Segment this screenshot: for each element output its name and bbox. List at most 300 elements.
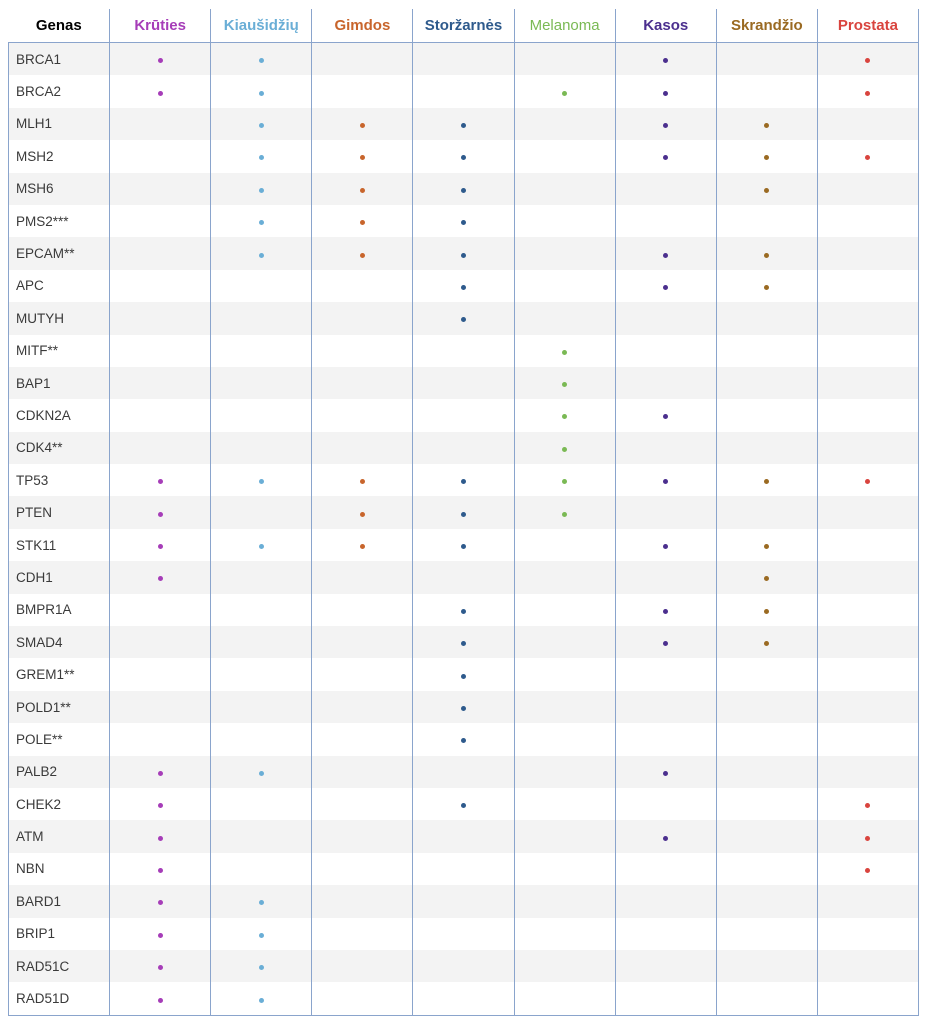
association-cell xyxy=(211,108,312,140)
association-cell xyxy=(211,496,312,528)
association-cell xyxy=(615,691,716,723)
association-cell xyxy=(413,173,514,205)
cancer-column-header: Storžarnės xyxy=(413,9,514,43)
association-dot-icon xyxy=(865,155,870,160)
association-dot-icon xyxy=(663,91,668,96)
association-dot-icon xyxy=(158,479,163,484)
association-cell xyxy=(413,885,514,917)
association-cell xyxy=(716,302,817,334)
association-dot-icon xyxy=(764,544,769,549)
gene-name-cell: PMS2*** xyxy=(9,205,110,237)
association-dot-icon xyxy=(663,836,668,841)
association-cell xyxy=(211,658,312,690)
association-dot-icon xyxy=(663,253,668,258)
gene-name-cell: RAD51D xyxy=(9,982,110,1015)
association-dot-icon xyxy=(259,900,264,905)
association-cell xyxy=(817,432,918,464)
association-cell xyxy=(817,788,918,820)
table-row xyxy=(9,108,919,140)
association-cell xyxy=(615,270,716,302)
association-cell xyxy=(716,529,817,561)
association-cell xyxy=(211,173,312,205)
association-dot-icon xyxy=(259,188,264,193)
association-cell xyxy=(110,756,211,788)
association-cell xyxy=(312,367,413,399)
association-cell xyxy=(312,335,413,367)
association-cell xyxy=(716,982,817,1015)
table-row xyxy=(9,335,919,367)
association-cell xyxy=(615,399,716,431)
association-cell xyxy=(716,820,817,852)
association-cell xyxy=(110,853,211,885)
association-dot-icon xyxy=(360,544,365,549)
table-row xyxy=(9,853,919,885)
association-cell xyxy=(312,43,413,76)
association-cell xyxy=(211,723,312,755)
association-cell xyxy=(615,205,716,237)
association-dot-icon xyxy=(360,512,365,517)
association-cell xyxy=(817,205,918,237)
gene-name-cell: CDKN2A xyxy=(9,399,110,431)
association-cell xyxy=(716,691,817,723)
table-row xyxy=(9,950,919,982)
association-cell xyxy=(312,691,413,723)
association-cell xyxy=(110,335,211,367)
association-dot-icon xyxy=(158,771,163,776)
association-dot-icon xyxy=(461,479,466,484)
association-dot-icon xyxy=(663,544,668,549)
association-dot-icon xyxy=(663,285,668,290)
association-cell xyxy=(211,885,312,917)
gene-name-cell: MSH6 xyxy=(9,173,110,205)
cancer-column-header: Kiaušidžių xyxy=(211,9,312,43)
association-cell xyxy=(413,723,514,755)
association-dot-icon xyxy=(663,414,668,419)
association-cell xyxy=(211,75,312,107)
association-cell xyxy=(716,756,817,788)
association-cell xyxy=(211,853,312,885)
association-cell xyxy=(514,464,615,496)
association-cell xyxy=(312,75,413,107)
association-cell xyxy=(514,173,615,205)
association-cell xyxy=(716,367,817,399)
association-cell xyxy=(817,75,918,107)
association-cell xyxy=(514,820,615,852)
association-cell xyxy=(817,173,918,205)
association-cell xyxy=(312,529,413,561)
table-row xyxy=(9,464,919,496)
association-cell xyxy=(413,205,514,237)
association-dot-icon xyxy=(158,544,163,549)
association-cell xyxy=(312,820,413,852)
association-cell xyxy=(615,496,716,528)
association-cell xyxy=(615,853,716,885)
association-cell xyxy=(615,367,716,399)
gene-name-cell: GREM1** xyxy=(9,658,110,690)
gene-name-cell: POLD1** xyxy=(9,691,110,723)
association-cell xyxy=(514,367,615,399)
association-cell xyxy=(514,302,615,334)
gene-name-cell: RAD51C xyxy=(9,950,110,982)
association-cell xyxy=(211,302,312,334)
association-cell xyxy=(514,658,615,690)
association-cell xyxy=(211,399,312,431)
association-cell xyxy=(817,237,918,269)
association-cell xyxy=(110,626,211,658)
association-cell xyxy=(110,140,211,172)
association-cell xyxy=(413,561,514,593)
association-cell xyxy=(716,237,817,269)
cancer-column-header: Skrandžio xyxy=(716,9,817,43)
association-cell xyxy=(312,496,413,528)
association-dot-icon xyxy=(663,58,668,63)
association-cell xyxy=(413,756,514,788)
association-cell xyxy=(615,561,716,593)
association-cell xyxy=(413,820,514,852)
association-cell xyxy=(817,982,918,1015)
association-cell xyxy=(312,853,413,885)
association-cell xyxy=(514,205,615,237)
gene-name-cell: PALB2 xyxy=(9,756,110,788)
association-dot-icon xyxy=(158,512,163,517)
gene-name-cell: APC xyxy=(9,270,110,302)
gene-column-header: Genas xyxy=(9,9,110,43)
association-cell xyxy=(312,788,413,820)
association-cell xyxy=(615,529,716,561)
association-dot-icon xyxy=(461,220,466,225)
table-row xyxy=(9,270,919,302)
association-cell xyxy=(413,918,514,950)
association-cell xyxy=(413,496,514,528)
association-dot-icon xyxy=(865,91,870,96)
association-cell xyxy=(312,432,413,464)
association-cell xyxy=(615,140,716,172)
association-dot-icon xyxy=(259,933,264,938)
association-cell xyxy=(716,399,817,431)
association-dot-icon xyxy=(461,253,466,258)
association-cell xyxy=(716,723,817,755)
association-cell xyxy=(110,302,211,334)
association-dot-icon xyxy=(865,836,870,841)
association-dot-icon xyxy=(663,641,668,646)
association-cell xyxy=(716,658,817,690)
association-dot-icon xyxy=(764,641,769,646)
association-cell xyxy=(413,335,514,367)
association-cell xyxy=(514,594,615,626)
association-cell xyxy=(716,173,817,205)
association-dot-icon xyxy=(764,576,769,581)
association-cell xyxy=(817,691,918,723)
association-cell xyxy=(312,561,413,593)
association-cell xyxy=(110,367,211,399)
gene-name-cell: TP53 xyxy=(9,464,110,496)
association-cell xyxy=(817,399,918,431)
association-cell xyxy=(817,658,918,690)
association-cell xyxy=(716,950,817,982)
association-cell xyxy=(211,950,312,982)
gene-name-cell: MUTYH xyxy=(9,302,110,334)
association-cell xyxy=(817,529,918,561)
association-cell xyxy=(514,982,615,1015)
association-dot-icon xyxy=(764,285,769,290)
association-dot-icon xyxy=(562,447,567,452)
association-cell xyxy=(615,626,716,658)
association-cell xyxy=(312,140,413,172)
association-dot-icon xyxy=(259,123,264,128)
association-dot-icon xyxy=(158,836,163,841)
table-row xyxy=(9,594,919,626)
cancer-column-header: Kasos xyxy=(615,9,716,43)
association-dot-icon xyxy=(360,220,365,225)
association-cell xyxy=(211,594,312,626)
table-row xyxy=(9,140,919,172)
association-dot-icon xyxy=(461,641,466,646)
gene-name-cell: MLH1 xyxy=(9,108,110,140)
association-cell xyxy=(312,885,413,917)
association-cell xyxy=(514,918,615,950)
association-cell xyxy=(817,367,918,399)
association-cell xyxy=(312,108,413,140)
association-cell xyxy=(110,529,211,561)
association-cell xyxy=(211,237,312,269)
association-dot-icon xyxy=(259,253,264,258)
association-dot-icon xyxy=(461,706,466,711)
association-cell xyxy=(110,561,211,593)
association-cell xyxy=(413,43,514,76)
association-cell xyxy=(211,335,312,367)
cancer-column-header: Prostata xyxy=(817,9,918,43)
association-cell xyxy=(312,658,413,690)
association-cell xyxy=(110,885,211,917)
association-cell xyxy=(615,302,716,334)
association-cell xyxy=(514,140,615,172)
association-cell xyxy=(514,885,615,917)
association-dot-icon xyxy=(663,479,668,484)
association-dot-icon xyxy=(461,155,466,160)
association-cell xyxy=(716,594,817,626)
table-row xyxy=(9,173,919,205)
association-cell xyxy=(514,723,615,755)
association-cell xyxy=(514,950,615,982)
association-cell xyxy=(312,918,413,950)
association-dot-icon xyxy=(259,91,264,96)
association-cell xyxy=(514,529,615,561)
association-dot-icon xyxy=(259,479,264,484)
association-dot-icon xyxy=(461,512,466,517)
association-dot-icon xyxy=(764,253,769,258)
association-cell xyxy=(110,820,211,852)
association-cell xyxy=(817,335,918,367)
association-cell xyxy=(615,335,716,367)
association-cell xyxy=(110,982,211,1015)
association-dot-icon xyxy=(663,155,668,160)
cancer-column-header: Melanoma xyxy=(514,9,615,43)
association-cell xyxy=(211,820,312,852)
association-cell xyxy=(211,464,312,496)
association-dot-icon xyxy=(663,771,668,776)
table-row xyxy=(9,432,919,464)
association-dot-icon xyxy=(562,479,567,484)
association-dot-icon xyxy=(865,479,870,484)
association-cell xyxy=(514,626,615,658)
association-cell xyxy=(514,108,615,140)
table-body xyxy=(9,43,919,1016)
association-dot-icon xyxy=(259,58,264,63)
association-dot-icon xyxy=(259,998,264,1003)
association-dot-icon xyxy=(360,155,365,160)
association-cell xyxy=(110,270,211,302)
gene-name-cell: BRCA2 xyxy=(9,75,110,107)
association-cell xyxy=(615,950,716,982)
association-cell xyxy=(817,270,918,302)
table-row xyxy=(9,399,919,431)
association-cell xyxy=(817,496,918,528)
association-cell xyxy=(615,594,716,626)
association-cell xyxy=(817,820,918,852)
association-cell xyxy=(110,496,211,528)
association-dot-icon xyxy=(461,123,466,128)
association-cell xyxy=(514,561,615,593)
association-cell xyxy=(817,723,918,755)
association-dot-icon xyxy=(259,965,264,970)
association-cell xyxy=(615,982,716,1015)
association-cell xyxy=(514,788,615,820)
gene-name-cell: PTEN xyxy=(9,496,110,528)
association-cell xyxy=(413,302,514,334)
association-cell xyxy=(615,723,716,755)
association-cell xyxy=(110,205,211,237)
association-cell xyxy=(413,626,514,658)
association-cell xyxy=(211,918,312,950)
association-cell xyxy=(211,982,312,1015)
table-row xyxy=(9,561,919,593)
association-cell xyxy=(211,626,312,658)
association-cell xyxy=(110,75,211,107)
association-cell xyxy=(716,788,817,820)
association-cell xyxy=(716,75,817,107)
association-cell xyxy=(817,43,918,76)
association-cell xyxy=(817,561,918,593)
association-cell xyxy=(716,43,817,76)
gene-name-cell: MSH2 xyxy=(9,140,110,172)
table-row xyxy=(9,205,919,237)
association-dot-icon xyxy=(764,609,769,614)
gene-name-cell: BRCA1 xyxy=(9,43,110,76)
association-cell xyxy=(110,723,211,755)
association-cell xyxy=(716,853,817,885)
association-cell xyxy=(716,561,817,593)
association-cell xyxy=(413,75,514,107)
gene-name-cell: ATM xyxy=(9,820,110,852)
gene-name-cell: CDK4** xyxy=(9,432,110,464)
gene-name-cell: CHEK2 xyxy=(9,788,110,820)
association-dot-icon xyxy=(461,188,466,193)
association-dot-icon xyxy=(360,188,365,193)
association-cell xyxy=(211,367,312,399)
association-cell xyxy=(312,302,413,334)
association-dot-icon xyxy=(562,350,567,355)
association-cell xyxy=(514,237,615,269)
association-dot-icon xyxy=(764,188,769,193)
association-dot-icon xyxy=(461,674,466,679)
association-cell xyxy=(817,950,918,982)
association-dot-icon xyxy=(158,868,163,873)
gene-name-cell: NBN xyxy=(9,853,110,885)
association-cell xyxy=(615,237,716,269)
association-dot-icon xyxy=(461,609,466,614)
association-cell xyxy=(615,43,716,76)
association-cell xyxy=(312,594,413,626)
association-cell xyxy=(211,756,312,788)
table-row xyxy=(9,43,919,76)
association-cell xyxy=(615,658,716,690)
association-cell xyxy=(615,173,716,205)
association-cell xyxy=(615,756,716,788)
association-dot-icon xyxy=(865,803,870,808)
association-cell xyxy=(110,237,211,269)
association-cell xyxy=(817,302,918,334)
association-cell xyxy=(615,885,716,917)
gene-name-cell: MITF** xyxy=(9,335,110,367)
association-cell xyxy=(817,140,918,172)
association-cell xyxy=(716,464,817,496)
association-dot-icon xyxy=(461,803,466,808)
association-cell xyxy=(110,788,211,820)
table-row xyxy=(9,756,919,788)
association-cell xyxy=(312,270,413,302)
association-cell xyxy=(413,464,514,496)
association-cell xyxy=(211,270,312,302)
association-cell xyxy=(716,885,817,917)
association-cell xyxy=(514,691,615,723)
association-dot-icon xyxy=(461,738,466,743)
association-cell xyxy=(817,594,918,626)
association-cell xyxy=(716,335,817,367)
association-cell xyxy=(211,561,312,593)
gene-name-cell: SMAD4 xyxy=(9,626,110,658)
association-dot-icon xyxy=(158,965,163,970)
table-row xyxy=(9,367,919,399)
association-cell xyxy=(615,108,716,140)
association-cell xyxy=(110,399,211,431)
association-dot-icon xyxy=(764,155,769,160)
association-cell xyxy=(615,918,716,950)
gene-name-cell: BAP1 xyxy=(9,367,110,399)
association-cell xyxy=(716,108,817,140)
association-dot-icon xyxy=(562,414,567,419)
association-cell xyxy=(413,367,514,399)
association-dot-icon xyxy=(158,576,163,581)
association-cell xyxy=(211,43,312,76)
association-cell xyxy=(413,982,514,1015)
association-cell xyxy=(615,788,716,820)
association-cell xyxy=(514,756,615,788)
association-dot-icon xyxy=(663,609,668,614)
association-cell xyxy=(312,205,413,237)
association-dot-icon xyxy=(360,479,365,484)
association-dot-icon xyxy=(865,58,870,63)
association-cell xyxy=(514,432,615,464)
table-row xyxy=(9,982,919,1015)
association-dot-icon xyxy=(764,123,769,128)
association-dot-icon xyxy=(562,512,567,517)
association-cell xyxy=(413,399,514,431)
association-dot-icon xyxy=(259,155,264,160)
gene-name-cell: POLE** xyxy=(9,723,110,755)
association-cell xyxy=(413,594,514,626)
association-dot-icon xyxy=(461,317,466,322)
table-row xyxy=(9,788,919,820)
